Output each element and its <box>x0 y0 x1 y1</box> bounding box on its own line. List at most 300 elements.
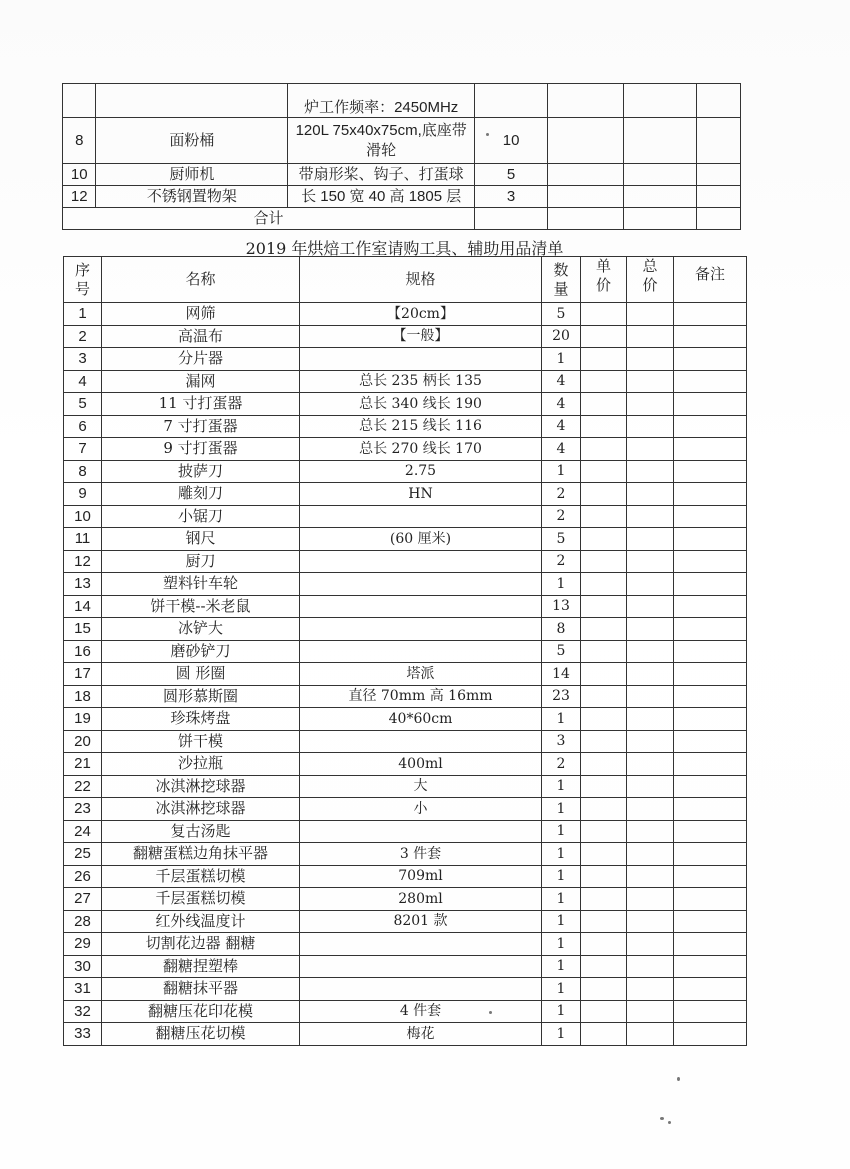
item-spec: 120L 75x40x75cm,底座带滑轮 <box>288 118 475 164</box>
total-price-cell <box>627 415 674 438</box>
row-number: 33 <box>64 1023 102 1046</box>
item-name: 雕刻刀 <box>102 483 300 506</box>
empty-cell <box>697 84 741 118</box>
total-price-cell <box>627 438 674 461</box>
remark-cell <box>674 303 747 326</box>
item-spec: 【一般】 <box>300 325 542 348</box>
item-name: 漏网 <box>102 370 300 393</box>
unit-price-cell <box>581 325 627 348</box>
total-price-cell <box>627 685 674 708</box>
item-name: 沙拉瓶 <box>102 753 300 776</box>
item-spec <box>300 820 542 843</box>
item-quantity: 5 <box>542 640 581 663</box>
empty-cell <box>624 186 697 208</box>
unit-price-cell <box>581 393 627 416</box>
remark-cell <box>674 798 747 821</box>
unit-price-cell <box>581 888 627 911</box>
item-quantity: 23 <box>542 685 581 708</box>
item-spec: 709ml <box>300 865 542 888</box>
remark-cell <box>674 730 747 753</box>
unit-price-cell <box>581 775 627 798</box>
item-spec: 梅花 <box>300 1023 542 1046</box>
item-name: 饼干模 <box>102 730 300 753</box>
row-number <box>63 84 96 118</box>
remark-cell <box>674 685 747 708</box>
item-quantity: 5 <box>475 164 548 186</box>
scan-speck <box>660 1117 664 1120</box>
item-spec: 总长 340 线长 190 <box>300 393 542 416</box>
item-quantity: 4 <box>542 393 581 416</box>
table-row <box>64 325 747 348</box>
scan-speck <box>489 1011 492 1014</box>
item-quantity: 3 <box>542 730 581 753</box>
unit-price-cell <box>581 753 627 776</box>
row-number: 15 <box>64 618 102 641</box>
item-name <box>96 84 288 118</box>
total-price-cell <box>627 303 674 326</box>
table-row <box>64 370 747 393</box>
item-quantity: 20 <box>542 325 581 348</box>
row-number: 29 <box>64 933 102 956</box>
table-row <box>64 348 747 371</box>
remark-cell <box>674 1000 747 1023</box>
total-price-cell <box>627 843 674 866</box>
remark-cell <box>674 753 747 776</box>
unit-price-cell <box>581 618 627 641</box>
remark-cell <box>674 550 747 573</box>
unit-price-cell <box>581 685 627 708</box>
item-spec: 总长 270 线长 170 <box>300 438 542 461</box>
remark-cell <box>674 595 747 618</box>
row-number: 17 <box>64 663 102 686</box>
item-spec: 带扇形桨、钩子、打蛋球 <box>288 164 475 186</box>
item-name: 复古汤匙 <box>102 820 300 843</box>
unit-price-cell <box>581 573 627 596</box>
item-name: 冰淇淋挖球器 <box>102 775 300 798</box>
remark-cell <box>674 505 747 528</box>
total-price-cell <box>627 888 674 911</box>
table-row <box>64 303 747 326</box>
item-quantity: 4 <box>542 415 581 438</box>
row-number: 13 <box>64 573 102 596</box>
row-number: 20 <box>64 730 102 753</box>
item-quantity <box>475 84 548 118</box>
total-price-cell <box>627 640 674 663</box>
item-quantity: 5 <box>542 303 581 326</box>
item-quantity: 2 <box>542 505 581 528</box>
item-quantity: 1 <box>542 573 581 596</box>
item-name: 千层蛋糕切模 <box>102 865 300 888</box>
table-row <box>64 505 747 528</box>
row-number: 23 <box>64 798 102 821</box>
empty-cell <box>624 208 697 230</box>
table-row <box>64 865 747 888</box>
item-name: 圆 形圈 <box>102 663 300 686</box>
item-spec <box>300 978 542 1001</box>
row-number: 27 <box>64 888 102 911</box>
item-spec: 炉工作频率：2450MHz <box>288 84 475 118</box>
remark-cell <box>674 573 747 596</box>
unit-price-cell <box>581 708 627 731</box>
item-spec <box>300 618 542 641</box>
remark-cell <box>674 393 747 416</box>
item-spec: (60 厘米) <box>300 528 542 551</box>
row-number: 14 <box>64 595 102 618</box>
empty-cell <box>697 118 741 164</box>
item-quantity: 1 <box>542 888 581 911</box>
total-label: 合计 <box>63 208 475 230</box>
total-price-cell <box>627 618 674 641</box>
table-row <box>64 910 747 933</box>
item-spec: 直径 70mm 高 16mm <box>300 685 542 708</box>
table-row <box>64 438 747 461</box>
remark-cell <box>674 888 747 911</box>
total-price-cell <box>627 708 674 731</box>
row-number: 24 <box>64 820 102 843</box>
empty-cell <box>548 118 624 164</box>
header-qty: 数量 <box>542 257 581 303</box>
item-quantity: 1 <box>542 1023 581 1046</box>
table-row <box>64 573 747 596</box>
item-spec: 3 件套 <box>300 843 542 866</box>
row-number: 5 <box>64 393 102 416</box>
total-price-cell <box>627 978 674 1001</box>
table-row <box>64 460 747 483</box>
unit-price-cell <box>581 1000 627 1023</box>
item-quantity: 14 <box>542 663 581 686</box>
item-quantity: 5 <box>542 528 581 551</box>
item-name: 冰淇淋挖球器 <box>102 798 300 821</box>
unit-price-cell <box>581 663 627 686</box>
row-number: 21 <box>64 753 102 776</box>
table-row <box>64 1000 747 1023</box>
row-number: 1 <box>64 303 102 326</box>
remark-cell <box>674 618 747 641</box>
item-name: 厨刀 <box>102 550 300 573</box>
unit-price-cell <box>581 595 627 618</box>
item-name: 7 寸打蛋器 <box>102 415 300 438</box>
item-spec: 8201 款 <box>300 910 542 933</box>
item-spec <box>300 955 542 978</box>
unit-price-cell <box>581 865 627 888</box>
item-quantity: 1 <box>542 933 581 956</box>
empty-cell <box>548 208 624 230</box>
item-spec: HN <box>300 483 542 506</box>
previous-page-table-body <box>63 84 741 230</box>
item-quantity: 2 <box>542 483 581 506</box>
unit-price-cell <box>581 303 627 326</box>
item-name: 11 寸打蛋器 <box>102 393 300 416</box>
remark-cell <box>674 1023 747 1046</box>
header-name: 名称 <box>102 257 300 303</box>
total-price-cell <box>627 348 674 371</box>
item-spec: 小 <box>300 798 542 821</box>
empty-cell <box>548 164 624 186</box>
total-price-cell <box>627 865 674 888</box>
row-number: 12 <box>63 186 96 208</box>
item-name: 厨师机 <box>96 164 288 186</box>
item-name: 红外线温度计 <box>102 910 300 933</box>
unit-price-cell <box>581 820 627 843</box>
unit-price-cell <box>581 1023 627 1046</box>
item-quantity: 1 <box>542 798 581 821</box>
row-number: 8 <box>64 460 102 483</box>
header-total-price: 总价 <box>627 257 674 303</box>
item-quantity: 4 <box>542 438 581 461</box>
row-number: 10 <box>64 505 102 528</box>
item-spec: 40*60cm <box>300 708 542 731</box>
empty-cell <box>697 208 741 230</box>
table-header-row <box>64 257 747 303</box>
item-quantity: 1 <box>542 1000 581 1023</box>
row-number: 12 <box>64 550 102 573</box>
remark-cell <box>674 460 747 483</box>
item-spec <box>300 640 542 663</box>
row-number: 30 <box>64 955 102 978</box>
item-quantity: 1 <box>542 978 581 1001</box>
total-price-cell <box>627 1023 674 1046</box>
item-quantity: 4 <box>542 370 581 393</box>
unit-price-cell <box>581 438 627 461</box>
item-name: 翻糖捏塑棒 <box>102 955 300 978</box>
document-title: 2019 年烘焙工作室请购工具、辅助用品清单 <box>245 239 564 258</box>
unit-price-cell <box>581 370 627 393</box>
table-row <box>64 550 747 573</box>
item-spec <box>300 505 542 528</box>
item-name: 饼干模--米老鼠 <box>102 595 300 618</box>
previous-table-row <box>63 164 741 186</box>
total-price-cell <box>627 955 674 978</box>
item-name: 披萨刀 <box>102 460 300 483</box>
total-price-cell <box>627 775 674 798</box>
table-row <box>64 483 747 506</box>
remark-cell <box>674 978 747 1001</box>
unit-price-cell <box>581 955 627 978</box>
empty-cell <box>548 84 624 118</box>
item-name: 千层蛋糕切模 <box>102 888 300 911</box>
unit-price-cell <box>581 505 627 528</box>
remark-cell <box>674 325 747 348</box>
total-price-cell <box>627 325 674 348</box>
empty-cell <box>697 186 741 208</box>
unit-price-cell <box>581 798 627 821</box>
item-quantity: 8 <box>542 618 581 641</box>
item-name: 不锈钢置物架 <box>96 186 288 208</box>
row-number: 19 <box>64 708 102 731</box>
item-name: 翻糖压花印花模 <box>102 1000 300 1023</box>
unit-price-cell <box>581 910 627 933</box>
remark-cell <box>674 910 747 933</box>
row-number: 6 <box>64 415 102 438</box>
total-price-cell <box>627 550 674 573</box>
previous-table-row <box>63 84 741 118</box>
unit-price-cell <box>581 550 627 573</box>
table-row <box>64 843 747 866</box>
row-number: 2 <box>64 325 102 348</box>
table-row <box>64 753 747 776</box>
table-row <box>64 730 747 753</box>
item-name: 分片器 <box>102 348 300 371</box>
previous-table-row <box>63 186 741 208</box>
item-quantity: 1 <box>542 348 581 371</box>
empty-cell <box>475 208 548 230</box>
total-price-cell <box>627 460 674 483</box>
row-number: 25 <box>64 843 102 866</box>
row-number: 18 <box>64 685 102 708</box>
item-quantity: 1 <box>542 865 581 888</box>
row-number: 26 <box>64 865 102 888</box>
item-name: 圆形慕斯圈 <box>102 685 300 708</box>
row-number: 31 <box>64 978 102 1001</box>
unit-price-cell <box>581 528 627 551</box>
empty-cell <box>624 164 697 186</box>
header-remark: 备注 <box>674 257 747 303</box>
item-spec: 塔派 <box>300 663 542 686</box>
table-row <box>64 820 747 843</box>
item-quantity: 1 <box>542 820 581 843</box>
item-quantity: 1 <box>542 460 581 483</box>
item-name: 翻糖压花切模 <box>102 1023 300 1046</box>
empty-cell <box>697 164 741 186</box>
table-row <box>64 933 747 956</box>
empty-cell <box>624 84 697 118</box>
item-quantity: 1 <box>542 955 581 978</box>
row-number: 28 <box>64 910 102 933</box>
unit-price-cell <box>581 978 627 1001</box>
item-name: 磨砂铲刀 <box>102 640 300 663</box>
row-number: 16 <box>64 640 102 663</box>
remark-cell <box>674 528 747 551</box>
item-quantity: 2 <box>542 550 581 573</box>
item-spec: 2.75 <box>300 460 542 483</box>
unit-price-cell <box>581 460 627 483</box>
item-spec <box>300 550 542 573</box>
item-quantity: 1 <box>542 910 581 933</box>
remark-cell <box>674 415 747 438</box>
table-row <box>64 708 747 731</box>
item-name: 钢尺 <box>102 528 300 551</box>
row-number: 8 <box>63 118 96 164</box>
total-price-cell <box>627 933 674 956</box>
item-spec: 总长 215 线长 116 <box>300 415 542 438</box>
total-price-cell <box>627 483 674 506</box>
table-row <box>64 393 747 416</box>
header-unit-price: 单价 <box>581 257 627 303</box>
total-price-cell <box>627 1000 674 1023</box>
unit-price-cell <box>581 640 627 663</box>
item-name: 翻糖蛋糕边角抹平器 <box>102 843 300 866</box>
total-price-cell <box>627 370 674 393</box>
item-name: 切割花边器 翻糖 <box>102 933 300 956</box>
table-row <box>64 685 747 708</box>
purchase-list-body <box>64 257 747 1046</box>
empty-cell <box>548 186 624 208</box>
remark-cell <box>674 775 747 798</box>
total-price-cell <box>627 663 674 686</box>
table-row <box>64 1023 747 1046</box>
remark-cell <box>674 843 747 866</box>
total-price-cell <box>627 820 674 843</box>
row-number: 32 <box>64 1000 102 1023</box>
item-spec: 总长 235 柄长 135 <box>300 370 542 393</box>
total-price-cell <box>627 528 674 551</box>
unit-price-cell <box>581 415 627 438</box>
item-name: 高温布 <box>102 325 300 348</box>
unit-price-cell <box>581 483 627 506</box>
total-price-cell <box>627 910 674 933</box>
row-number: 22 <box>64 775 102 798</box>
remark-cell <box>674 708 747 731</box>
table-row <box>64 618 747 641</box>
item-spec: 4 件套 <box>300 1000 542 1023</box>
remark-cell <box>674 663 747 686</box>
total-price-cell <box>627 595 674 618</box>
scan-speck <box>486 133 489 136</box>
item-name: 小锯刀 <box>102 505 300 528</box>
remark-cell <box>674 640 747 663</box>
item-name: 珍珠烤盘 <box>102 708 300 731</box>
item-name: 9 寸打蛋器 <box>102 438 300 461</box>
item-name: 塑料针车轮 <box>102 573 300 596</box>
purchase-list-table <box>63 256 747 1046</box>
table-row <box>64 640 747 663</box>
item-spec: 【20cm】 <box>300 303 542 326</box>
row-number: 10 <box>63 164 96 186</box>
table-row <box>64 415 747 438</box>
remark-cell <box>674 348 747 371</box>
item-name: 冰铲大 <box>102 618 300 641</box>
item-spec <box>300 348 542 371</box>
total-price-cell <box>627 393 674 416</box>
remark-cell <box>674 865 747 888</box>
row-number: 9 <box>64 483 102 506</box>
item-quantity: 2 <box>542 753 581 776</box>
item-quantity: 1 <box>542 775 581 798</box>
item-quantity: 13 <box>542 595 581 618</box>
total-price-cell <box>627 798 674 821</box>
item-spec <box>300 933 542 956</box>
item-quantity: 10 <box>475 118 548 164</box>
total-price-cell <box>627 730 674 753</box>
total-row <box>63 208 741 230</box>
remark-cell <box>674 955 747 978</box>
unit-price-cell <box>581 843 627 866</box>
scan-speck <box>677 1077 680 1081</box>
item-spec: 长 150 宽 40 高 1805 层 <box>288 186 475 208</box>
row-number: 11 <box>64 528 102 551</box>
item-quantity: 3 <box>475 186 548 208</box>
item-spec <box>300 595 542 618</box>
total-price-cell <box>627 753 674 776</box>
item-name: 网筛 <box>102 303 300 326</box>
unit-price-cell <box>581 730 627 753</box>
table-row <box>64 955 747 978</box>
unit-price-cell <box>581 933 627 956</box>
table-row <box>64 595 747 618</box>
item-name: 面粉桶 <box>96 118 288 164</box>
total-price-cell <box>627 505 674 528</box>
previous-page-table <box>62 83 741 230</box>
previous-table-row <box>63 118 741 164</box>
table-row <box>64 888 747 911</box>
item-spec <box>300 573 542 596</box>
remark-cell <box>674 438 747 461</box>
item-quantity: 1 <box>542 843 581 866</box>
header-no: 序号 <box>64 257 102 303</box>
table-row <box>64 663 747 686</box>
row-number: 7 <box>64 438 102 461</box>
table-row <box>64 798 747 821</box>
